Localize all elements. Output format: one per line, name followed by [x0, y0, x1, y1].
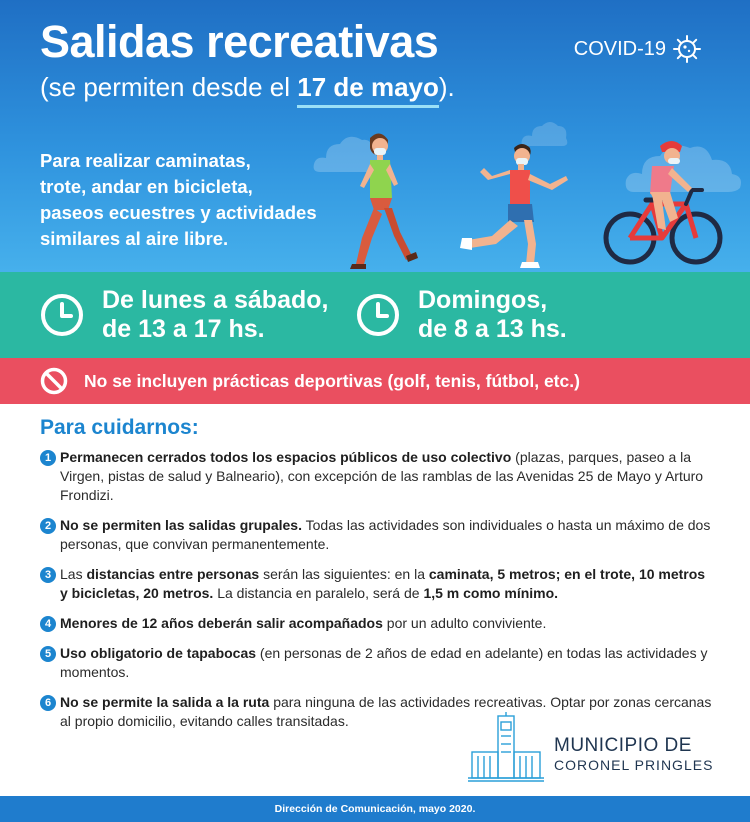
- municipality-logo: [468, 712, 713, 782]
- footer-credit: Dirección de Comunicación, mayo 2020.: [0, 796, 750, 822]
- hero-banner: [0, 0, 750, 272]
- logo-line-2: CORONEL PRINGLES: [554, 757, 714, 773]
- sunday-schedule: [356, 272, 567, 358]
- item-number: 3: [40, 567, 56, 583]
- weekday-schedule: [40, 272, 328, 358]
- item-number: 1: [40, 450, 56, 466]
- virus-icon: [672, 34, 702, 64]
- walker-illustration: [336, 128, 426, 272]
- intro-text: Para realizar caminatas, trote, andar en bicicleta, paseos ecuestres y actividades similares al aire libre.: [40, 150, 317, 249]
- clock-icon: [356, 293, 400, 337]
- list-item: 5 Uso obligatorio de tapabocas (en personas de 2 años de edad en adelante) en todas las actividades y momentos.: [40, 644, 712, 682]
- item-number: 6: [40, 695, 56, 711]
- list-item: 4 Menores de 12 años deberán salir acompañados por un adulto conviviente.: [40, 614, 712, 633]
- list-item: 3 Las distancias entre personas serán las siguientes: en la caminata, 5 metros; en el trote, 10 metros y bicicletas, 20 metros. La distancia en paralelo, será de 1,5 m como mínimo.: [40, 565, 712, 603]
- clock-icon: [40, 293, 84, 337]
- prohibited-icon: [40, 367, 68, 395]
- weekday-days: De lunes a sábado,: [102, 286, 329, 314]
- cyclist-illustration: [600, 134, 724, 268]
- care-title: Para cuidarnos:: [40, 416, 199, 439]
- item-number: 2: [40, 518, 56, 534]
- notice-text: No se incluyen prácticas deportivas (golf, tenis, fútbol, etc.): [84, 370, 580, 391]
- runner-illustration: [458, 140, 578, 272]
- page-title: Salidas recreativas: [40, 16, 439, 67]
- city-hall-icon: [468, 712, 544, 782]
- start-date: 17 de mayo: [297, 72, 439, 108]
- list-item: 6 No se permite la salida a la ruta para ninguna de las actividades recreativas. Optar por zonas cercanas al propio domicilio, evitando calles transitadas.: [40, 693, 712, 731]
- item-number: 4: [40, 616, 56, 632]
- sunday-hours: de 8 a 13 hs.: [418, 315, 567, 343]
- page-subtitle: (se permiten desde el 17 de mayo).: [40, 72, 455, 103]
- list-item: 1 Permanecen cerrados todos los espacios públicos de uso colectivo (plazas, parques, paseo a la Virgen, pistas de salud y Balneario), con excepción de las ramblas de las Avenidas 25 de Mayo y Arturo Frondizi.: [40, 448, 712, 505]
- list-item: 2 No se permiten las salidas grupales. Todas las actividades son individuales o hasta un máximo de dos personas, que convivan permanentemente.: [40, 516, 712, 554]
- schedule-band: [0, 272, 750, 358]
- care-list: [40, 448, 712, 742]
- covid-label: COVID-19: [573, 37, 666, 60]
- covid-badge: [574, 34, 702, 64]
- sunday-days: Domingos,: [418, 286, 548, 314]
- item-number: 5: [40, 646, 56, 662]
- logo-line-1: MUNICIPIO DE: [554, 735, 692, 756]
- sports-notice: [0, 358, 750, 404]
- weekday-hours: de 13 a 17 hs.: [102, 315, 265, 343]
